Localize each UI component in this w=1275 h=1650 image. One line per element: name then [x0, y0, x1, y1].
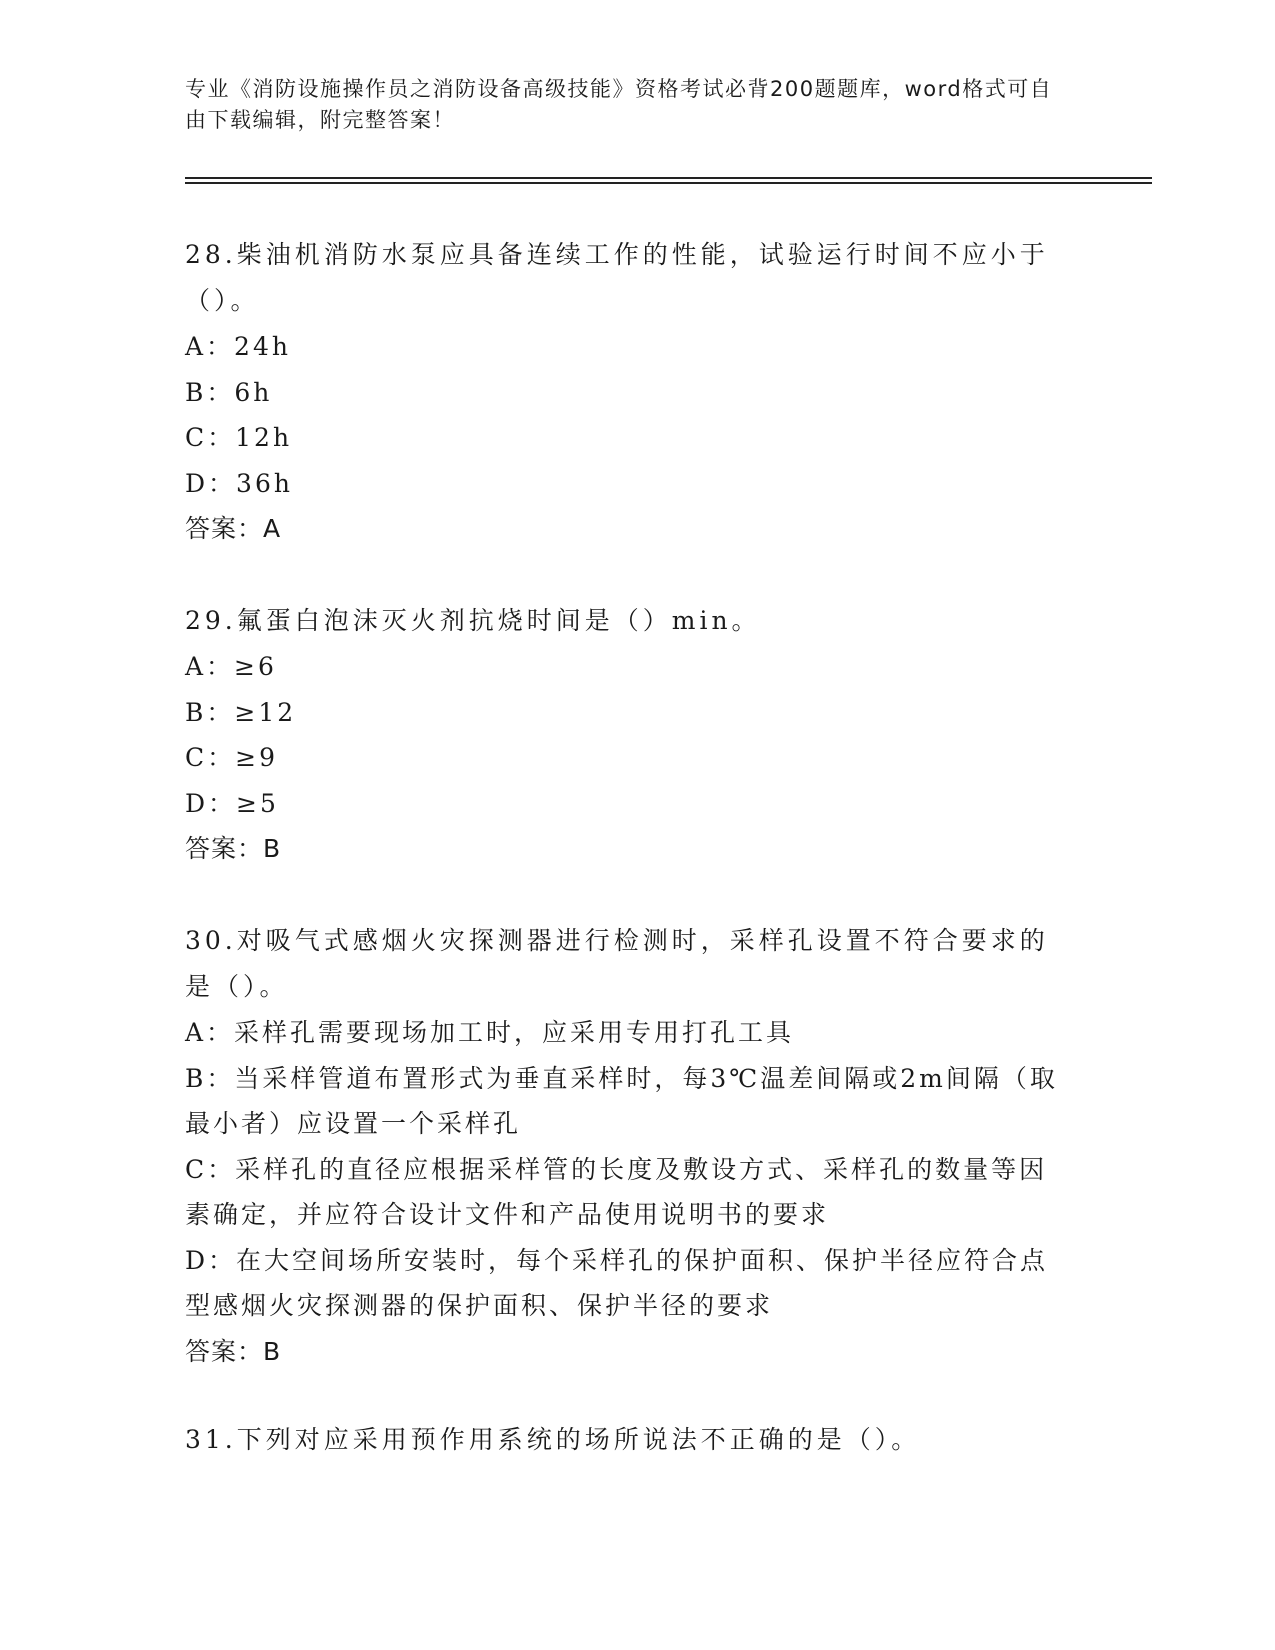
question-stem: 28.柴油机消防水泵应具备连续工作的性能，试验运行时间不应小于（）。 — [185, 240, 1049, 315]
question-30 — [185, 918, 1065, 1375]
option-a: A：24h — [185, 332, 291, 361]
document-header: 专业《消防设施操作员之消防设备高级技能》资格考试必背200题题库，word格式可自由下载编辑，附完整答案！ — [185, 77, 1053, 132]
answer-line: 答案：B — [185, 834, 282, 863]
option-b: B：6h — [185, 377, 273, 407]
option-b: B：≥12 — [185, 697, 297, 727]
option-d: D：≥5 — [185, 788, 279, 818]
answer-line: 答案：A — [185, 514, 282, 543]
question-29 — [185, 598, 1065, 872]
question-28 — [185, 232, 1065, 552]
question-stem: 31.下列对应采用预作用系统的场所说法不正确的是（）。 — [185, 1425, 921, 1454]
option-b: B：当采样管道布置形式为垂直采样时，每3℃温差间隔或2m间隔（取最小者）应设置一个采样孔 — [185, 1063, 1058, 1138]
option-a: A：采样孔需要现场加工时，应采用专用打孔工具 — [185, 1018, 795, 1047]
header-divider-top — [185, 177, 1152, 179]
option-c: C：采样孔的直径应根据采样管的长度及敷设方式、采样孔的数量等因素确定，并应符合设计文件和产品使用说明书的要求 — [185, 1154, 1048, 1229]
option-d: D：在大空间场所安装时，每个采样孔的保护面积、保护半径应符合点型感烟火灾探测器的保护面积、保护半径的要求 — [185, 1245, 1049, 1320]
option-c: C：≥9 — [185, 743, 278, 772]
option-d: D：36h — [185, 468, 293, 498]
question-stem: 30.对吸气式感烟火灾探测器进行检测时，采样孔设置不符合要求的是（）。 — [185, 926, 1049, 1001]
header-divider-bottom — [185, 182, 1152, 184]
answer-line: 答案：B — [185, 1336, 282, 1366]
question-31 — [185, 1417, 1065, 1463]
option-a: A：≥6 — [185, 652, 277, 681]
option-c: C：12h — [185, 423, 293, 452]
question-stem: 29.氟蛋白泡沫灭火剂抗烧时间是（）min。 — [185, 606, 761, 635]
